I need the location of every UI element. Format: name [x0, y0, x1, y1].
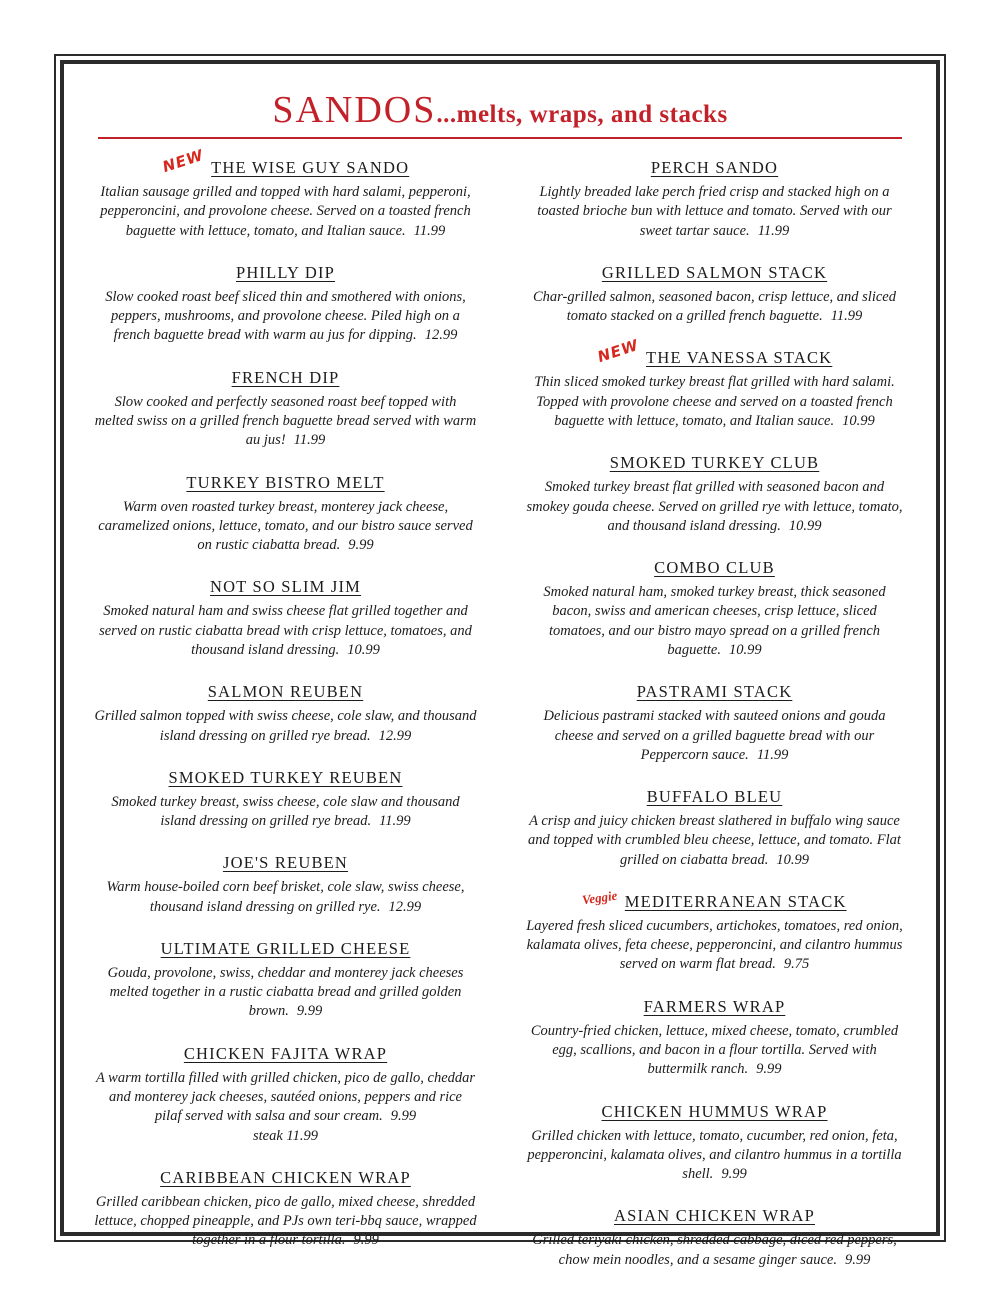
item-name: TURKEY BISTRO MELT — [186, 472, 385, 492]
item-description — [523, 183, 906, 241]
item-name: ASIAN CHICKEN WRAP — [614, 1206, 815, 1226]
item-price: 12.99 — [388, 898, 422, 915]
item-name-row — [519, 1201, 910, 1228]
item-price: 10.99 — [776, 851, 810, 868]
item-name-row — [90, 572, 481, 599]
menu-item — [519, 258, 910, 327]
item-description — [94, 1069, 477, 1127]
item-description — [523, 1231, 906, 1270]
item-price: 10.99 — [788, 517, 822, 534]
item-description-text: A crisp and juicy chicken breast slathered in buffalo wing sauce and topped with crumbled bleu cheese, lettuce, and tomato. Flat grilled on ciabatta bread. — [528, 813, 901, 868]
item-name-row — [519, 677, 910, 704]
item-name: JOE'S REUBEN — [222, 853, 349, 873]
new-badge: NEW — [160, 145, 206, 177]
item-name: FRENCH DIP — [231, 367, 340, 387]
item-price: 11.99 — [293, 432, 326, 449]
item-price: 11.99 — [757, 222, 790, 239]
item-extra-price: steak 11.99 — [253, 1127, 318, 1144]
menu-item — [519, 677, 910, 765]
item-description — [94, 878, 477, 917]
item-name: PHILLY DIP — [235, 262, 336, 282]
item-name-row — [90, 1163, 481, 1190]
item-description — [523, 1022, 906, 1080]
veggie-badge: Veggie — [581, 887, 619, 908]
menu-item — [519, 782, 910, 870]
item-price: 9.99 — [348, 537, 374, 554]
item-price: 12.99 — [424, 327, 458, 344]
item-name-row — [519, 1097, 910, 1124]
item-price: 11.99 — [756, 746, 789, 763]
item-description — [94, 964, 477, 1022]
menu-item — [519, 153, 910, 241]
menu-item — [519, 336, 910, 431]
item-price: 10.99 — [347, 641, 380, 658]
item-price: 10.99 — [728, 641, 762, 658]
item-description — [94, 1193, 477, 1251]
item-name-row — [519, 887, 910, 914]
item-description-text: Delicious pastrami stacked with sauteed onions and gouda cheese and served on a grilled baguette bread with our Peppercorn sauce. — [543, 708, 886, 763]
item-name-row — [90, 677, 481, 704]
menu-item — [90, 145, 481, 241]
item-name: ULTIMATE GRILLED CHEESE — [160, 938, 411, 958]
new-badge: NEW — [594, 336, 641, 367]
item-price: 9.99 — [756, 1061, 782, 1078]
item-description — [523, 1127, 906, 1185]
item-description — [523, 288, 906, 327]
item-name: PASTRAMI STACK — [636, 682, 793, 702]
menu-item — [90, 1039, 481, 1146]
page-frame-inner — [60, 60, 940, 1268]
item-name-row — [90, 1039, 481, 1066]
item-description — [523, 373, 906, 431]
menu-item — [90, 572, 481, 660]
item-price: 9.99 — [353, 1232, 379, 1249]
item-price: 9.99 — [390, 1108, 417, 1125]
item-description-text: Smoked turkey breast, swiss cheese, cole slaw and thousand island dressing on grilled rye bread. — [111, 793, 460, 830]
item-description-text: Slow cooked roast beef sliced thin and smothered with onions, peppers, mushrooms, and provolone cheese. Piled high on a french baguette bread with warm au jus for dipping. — [105, 288, 466, 344]
item-description-text: Italian sausage grilled and topped with hard salami, pepperoni, pepperoncini, and provolone cheese. Served on a toasted french baguette with lettuce, tomato, and Italian sauce. — [100, 184, 471, 239]
menu-item — [90, 258, 481, 346]
item-description — [94, 602, 477, 660]
item-name: PERCH SANDO — [650, 158, 779, 177]
item-name-row — [90, 145, 481, 180]
item-price: 9.99 — [844, 1251, 871, 1268]
item-name: SALMON REUBEN — [207, 682, 364, 702]
item-description — [94, 498, 477, 556]
item-description-text: Lightly breaded lake perch fried crisp and stacked high on a toasted brioche bun with lettuce and tomato. Served with our sweet tartar sauce. — [537, 184, 892, 239]
menu-item — [90, 934, 481, 1022]
menu-item — [519, 992, 910, 1080]
item-price: 9.99 — [296, 1003, 323, 1020]
item-name-row — [90, 468, 481, 495]
menu-item — [90, 677, 481, 746]
item-name-row — [90, 934, 481, 961]
item-description — [94, 793, 477, 832]
item-description-text: Country-fried chicken, lettuce, mixed cheese, tomato, crumbled egg, scallions, and bacon in a flour tortilla. Served with buttermilk ranch. — [530, 1022, 899, 1078]
item-description-text: Slow cooked and perfectly seasoned roast beef topped with melted swiss on a grilled french baguette bread served with warm au jus! — [94, 393, 477, 449]
item-name: SMOKED TURKEY REUBEN — [168, 767, 403, 787]
right-column — [519, 153, 910, 1287]
item-description-text: Gouda, provolone, swiss, cheddar and monterey jack cheeses melted together in a rustic ciabatta bread and grilled golden brown. — [107, 964, 464, 1020]
item-name: BUFFALO BLEU — [646, 787, 783, 807]
item-description — [523, 583, 906, 660]
page-frame — [54, 54, 946, 1268]
item-name: FARMERS WRAP — [643, 996, 786, 1016]
item-description-text: Grilled caribbean chicken, pico de gallo, mixed cheese, shredded lettuce, chopped pineapple, and PJs own teri-bbq sauce, wrapped together in a flour tortilla. — [94, 1193, 477, 1249]
item-price: 11.99 — [413, 222, 446, 239]
item-price: 9.75 — [783, 956, 810, 973]
item-description — [94, 393, 477, 451]
item-description-text: Smoked natural ham, smoked turkey breast, thick seasoned bacon, swiss and american cheeses, crisp lettuce, sliced tomatoes, and our bistro mayo spread on a grilled french baguette. — [543, 584, 886, 658]
item-price: 11.99 — [830, 308, 863, 325]
menu-item — [519, 553, 910, 660]
menu-title-main: SANDOS — [272, 89, 437, 131]
item-description-text: Char-grilled salmon, seasoned bacon, crisp lettuce, and sliced tomato stacked on a grilled french baguette. — [533, 288, 896, 325]
item-description-text: Grilled salmon topped with swiss cheese, cole slaw, and thousand island dressing on grilled rye bread. — [94, 708, 477, 744]
menu-item — [90, 763, 481, 832]
item-name: CHICKEN FAJITA WRAP — [183, 1043, 388, 1063]
item-name-row — [519, 992, 910, 1019]
item-name-row — [90, 763, 481, 790]
item-name-row — [519, 336, 910, 370]
item-description — [523, 478, 906, 536]
item-description — [523, 812, 906, 870]
item-name: COMBO CLUB — [654, 558, 775, 578]
menu-title-sub: ...melts, wraps, and stacks — [436, 101, 728, 128]
item-name: THE VANESSA STACK — [646, 348, 833, 368]
item-name-row — [519, 553, 910, 580]
item-description-text: A warm tortilla filled with grilled chicken, pico de gallo, cheddar and monterey jack cheeses, sautéed onions, peppers and rice pilaf served with salsa and sour cream. — [95, 1069, 476, 1125]
item-price: 10.99 — [842, 412, 875, 429]
item-name: CARIBBEAN CHICKEN WRAP — [160, 1167, 411, 1187]
menu-item — [519, 1201, 910, 1270]
item-description-text: Warm house-boiled corn beef brisket, cole slaw, swiss cheese, thousand island dressing on grilled rye. — [106, 879, 465, 915]
menu-item — [519, 887, 910, 975]
title-underline-rule — [98, 137, 902, 139]
item-price: 9.99 — [721, 1166, 747, 1183]
item-name: SMOKED TURKEY CLUB — [609, 453, 820, 473]
menu-header — [90, 88, 910, 139]
item-name-row — [519, 258, 910, 285]
item-description-text: Smoked natural ham and swiss cheese flat grilled together and served on rustic ciabatta bread with crisp lettuce, tomatoes, and thousand island dressing. — [99, 603, 472, 658]
item-name-row — [90, 848, 481, 875]
menu-item — [519, 448, 910, 536]
item-description-text: Thin sliced smoked turkey breast flat grilled with hard salami. Topped with provolone cheese and served on a toasted french baguette with lettuce, tomato, and Italian sauce. — [534, 374, 895, 429]
item-description — [523, 707, 906, 765]
menu-item — [90, 1163, 481, 1251]
menu-columns — [90, 145, 910, 1287]
menu-item — [90, 468, 481, 556]
item-description — [94, 707, 477, 746]
item-name: NOT SO SLIM JIM — [209, 577, 362, 597]
item-name: GRILLED SALMON STACK — [601, 262, 828, 282]
item-description-text: Layered fresh sliced cucumbers, artichokes, tomatoes, red onion, kalamata olives, feta cheese, pepperoncini, and cilantro hummus served on warm flat bread. — [526, 917, 903, 973]
item-price: 11.99 — [379, 813, 411, 830]
item-description — [94, 288, 477, 346]
item-description — [94, 183, 477, 241]
item-name-row — [519, 448, 910, 475]
menu-item — [90, 363, 481, 451]
item-name: CHICKEN HUMMUS WRAP — [601, 1101, 828, 1121]
left-column — [90, 145, 481, 1287]
item-name: MEDITERRANEAN STACK — [624, 891, 847, 911]
item-description-text: Smoked turkey breast flat grilled with seasoned bacon and smokey gouda cheese. Served on grilled rye with lettuce, tomato, and thousand island dressing. — [526, 479, 903, 534]
item-description-text: Warm oven roasted turkey breast, monterey jack cheese, caramelized onions, lettuce, tomato, and our bistro sauce served on rustic ciabatta bread. — [98, 498, 473, 554]
menu-title — [90, 88, 910, 132]
item-description-text: Grilled teriyaki chicken, shredded cabbage, diced red peppers, chow mein noodles, and a sesame ginger sauce. — [532, 1232, 897, 1268]
item-price: 12.99 — [378, 727, 412, 744]
item-name-row — [90, 363, 481, 390]
item-name-row — [90, 258, 481, 285]
item-description — [523, 917, 906, 975]
menu-item — [519, 1097, 910, 1185]
item-description-text: Grilled chicken with lettuce, tomato, cucumber, red onion, feta, pepperoncini, kalamata olives, and cilantro hummus in a tortilla shell. — [527, 1127, 902, 1183]
item-name: THE WISE GUY SANDO — [211, 158, 410, 177]
item-name-row — [519, 153, 910, 180]
item-name-row — [519, 782, 910, 809]
menu-item — [90, 848, 481, 917]
